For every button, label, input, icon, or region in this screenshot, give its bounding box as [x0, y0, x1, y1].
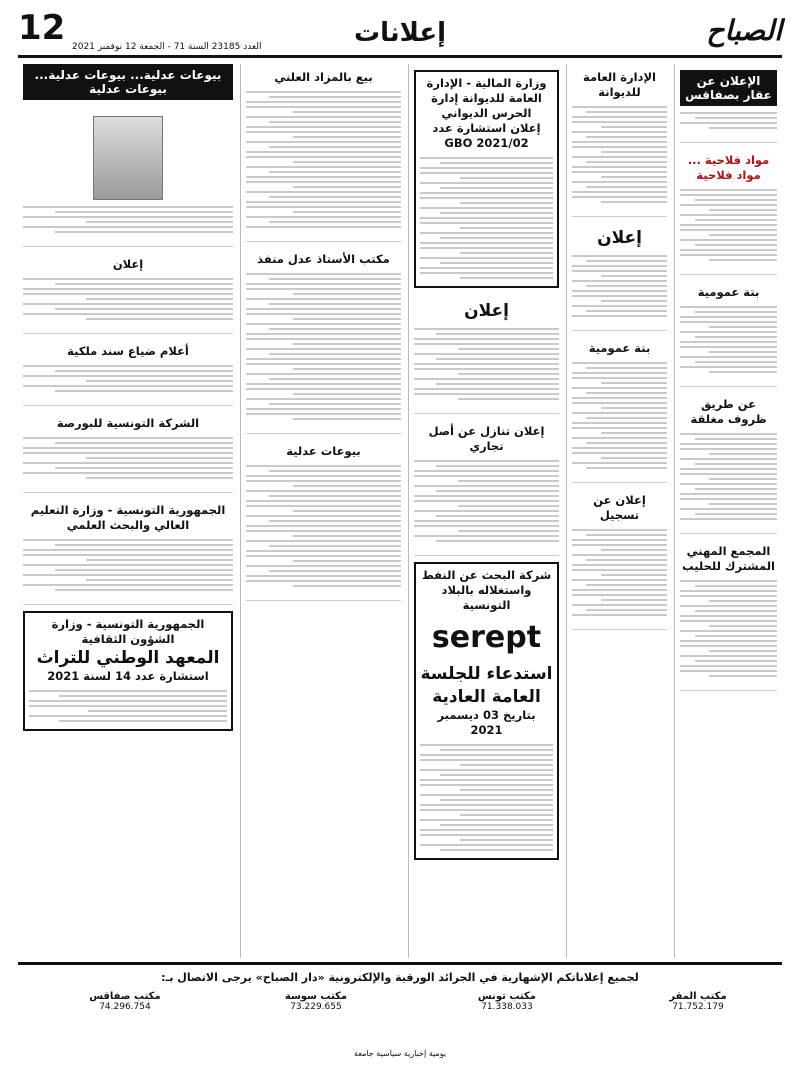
- footer-notice: لجميع إعلاناتكم الإشهارية في الجرائد الورقية والإلكترونية «دار الصباح» يرجى الاتصال بـ:: [161, 971, 639, 984]
- ad-subheading: استشارة عدد 14 لسنة 2021: [47, 668, 209, 683]
- section-title: إعلانات: [353, 18, 447, 48]
- office-phone: 71.338.033: [481, 1002, 533, 1012]
- ad-body: [572, 106, 667, 203]
- ad-heading: عن طريق ظروف مغلقة: [690, 396, 767, 426]
- ad-heading: إعلان: [112, 257, 144, 271]
- ad-block: [572, 487, 667, 630]
- ad-heading: الجمهورية التونسية - وزارة الشؤون الثقافية: [51, 616, 205, 646]
- ad-heading: بتة عمومية: [697, 284, 760, 299]
- office-contact: [614, 991, 782, 1041]
- ad-block: [246, 438, 401, 601]
- ad-block: [680, 279, 777, 387]
- ad-body: [680, 189, 777, 261]
- banner-heading: بيوعات عدلية... بيوعات عدلية... بيوعات عدلية: [23, 64, 233, 100]
- page-header: [18, 8, 782, 58]
- ad-block: [246, 64, 401, 242]
- serept-date: بتاريخ 03 ديسمبر 2021: [437, 707, 536, 737]
- office-contact: [41, 991, 209, 1041]
- ad-body: [23, 365, 233, 392]
- office-phone: 74.296.754: [99, 1002, 151, 1012]
- ad-block: [572, 335, 667, 483]
- ad-body: [246, 273, 401, 420]
- page-number: 12: [18, 8, 66, 48]
- ad-heading: المجمع المهني المشترك للحليب: [682, 543, 775, 573]
- ad-block: [23, 497, 233, 605]
- ad-body: [572, 529, 667, 616]
- office-name: مكتب سوسة: [284, 991, 348, 1002]
- ad-heading: بيوعات عدلية: [286, 443, 361, 458]
- issue-info: العدد 23185 السنة 71 - الجمعة 12 نوفمبر 2021: [72, 42, 262, 52]
- ad-heading: إعلان عن تسجيل: [593, 492, 646, 522]
- column-1: [674, 64, 782, 958]
- ad-block: [23, 611, 233, 731]
- ad-body: [29, 690, 227, 722]
- memorial-ad: [23, 104, 233, 247]
- office-name: مكتب صفاقس: [89, 991, 161, 1002]
- ad-block: [680, 391, 777, 534]
- ad-heading: أعلام ضياع سند ملكية: [67, 343, 189, 358]
- ad-block: [23, 410, 233, 493]
- ad-heading: بيع بالمزاد العلني: [274, 70, 373, 84]
- ad-body: [420, 744, 553, 851]
- ad-body: [572, 362, 667, 469]
- ad-body: [414, 460, 559, 542]
- office-contact: [423, 991, 591, 1041]
- office-contact: [232, 991, 400, 1041]
- ad-heading: إعلان تنازل عن أصل تجاري: [428, 423, 545, 453]
- ad-block: [414, 294, 559, 414]
- ad-block: [414, 70, 559, 288]
- ad-heading: الإدارة العامة للديوانة: [583, 70, 656, 99]
- ad-heading: الجمهورية التونسية - وزارة التعليم العالي والبحث العلمي: [30, 502, 226, 532]
- page-footer: [18, 962, 782, 1058]
- office-phone: 73.229.655: [290, 1002, 342, 1012]
- ad-heading: وزارة المالية - الإدارة العامة للديوانة إدارة الحرس الديواني: [426, 76, 547, 120]
- ad-block: [680, 147, 777, 275]
- ad-body: [680, 580, 777, 677]
- column-2: [566, 64, 672, 958]
- serept-logo: serept: [431, 620, 542, 656]
- ad-block: [23, 338, 233, 406]
- ad-body: [680, 433, 777, 520]
- ad-body: [23, 206, 233, 233]
- ad-body: [420, 157, 553, 279]
- ad-block: [572, 221, 667, 331]
- footer-tagline: يومية إخبارية سياسية جامعة: [353, 1049, 447, 1058]
- ad-heading: شركة البحث عن النفط واستغلاله بالبلاد التونسية: [421, 567, 552, 612]
- ad-heading: إعلان: [464, 300, 509, 321]
- newspaper-logo: الصباح: [706, 14, 782, 47]
- ad-body: [23, 539, 233, 591]
- ad-heading: الإعلان عن عقار بصفاقس: [680, 70, 777, 106]
- ad-heading: مكتب الأستاذ عدل منفذ: [257, 251, 390, 266]
- office-name: مكتب تونس: [477, 991, 536, 1002]
- office-phone: 71.752.179: [672, 1002, 724, 1012]
- ad-block: [680, 538, 777, 691]
- ad-body: [246, 91, 401, 228]
- column-4: [240, 64, 406, 958]
- ad-block: [246, 246, 401, 434]
- office-name: مكتب المقر: [669, 991, 727, 1002]
- ad-body: [23, 278, 233, 320]
- column-5: [18, 64, 238, 958]
- ad-body: [23, 437, 233, 479]
- ad-body: [680, 112, 777, 129]
- ads-content: [18, 64, 782, 958]
- portrait-photo: [93, 116, 163, 200]
- ad-body: [246, 465, 401, 587]
- ad-heading: بتة عمومية: [588, 340, 651, 355]
- ad-subheading: المعهد الوطني للتراث: [36, 647, 220, 668]
- ad-block: [680, 64, 777, 143]
- ad-heading: مواد فلاحية ... مواد فلاحية: [687, 153, 770, 182]
- ad-subheading: إعلان استشارة عدد 2021/02 GBO: [432, 120, 541, 150]
- ad-block: [414, 418, 559, 556]
- ad-body: [572, 255, 667, 317]
- serept-notice: استدعاء للجلسة العامة العادية: [420, 664, 553, 707]
- ad-heading: الشركة التونسية للبورصة: [56, 415, 200, 430]
- ad-heading: إعلان: [597, 227, 642, 248]
- ad-block: [23, 251, 233, 334]
- column-3: [408, 64, 564, 958]
- ad-block: [572, 64, 667, 217]
- ad-body: [414, 328, 559, 400]
- serept-ad: [414, 562, 559, 860]
- ad-body: [680, 306, 777, 373]
